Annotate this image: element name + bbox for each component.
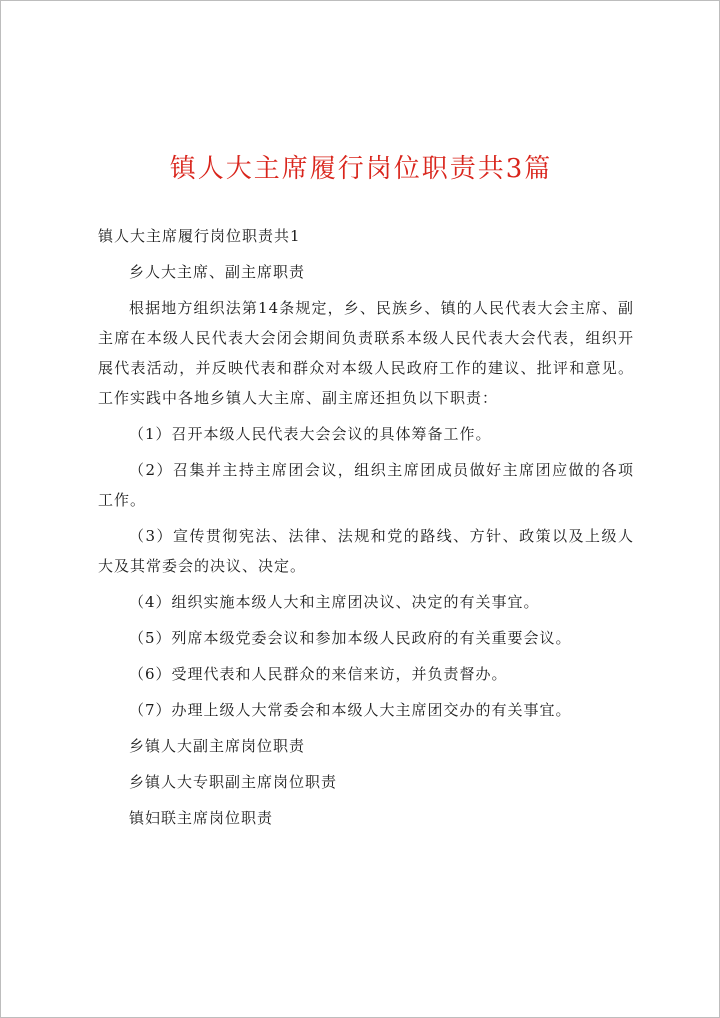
- duty-item-5: （5）列席本级党委会议和参加本级人民政府的有关重要会议。: [129, 629, 572, 647]
- duty-item-2: （2）召集并主持主席团会议，组织主席团成员做好主席团应做的各项工作。: [98, 461, 634, 509]
- related-heading-1: 乡镇人大副主席岗位职责: [129, 737, 306, 755]
- related-heading-2: 乡镇人大专职副主席岗位职责: [129, 773, 338, 791]
- duty-item-7: （7）办理上级人大常委会和本级人大主席团交办的有关事宜。: [129, 701, 572, 719]
- intro-paragraph: 根据地方组织法第14条规定，乡、民族乡、镇的人民代表大会主席、副主席在本级人民代表大会闭会期间负责联系本级人民代表大会代表，组织开展代表活动，并反映代表和群众对本级人民政府工作的建议、批评和意见。工作实践中各地乡镇人大主席、副主席还担负以下职责：: [98, 299, 634, 407]
- duty-item-3: （3）宣传贯彻宪法、法律、法规和党的路线、方针、政策以及上级人大及其常委会的决议、决定。: [98, 527, 634, 575]
- document-body: [98, 221, 634, 839]
- document-subtitle: 镇人大主席履行岗位职责共1: [98, 227, 301, 245]
- section-heading: 乡人大主席、副主席职责: [129, 263, 306, 281]
- related-heading-3: 镇妇联主席岗位职责: [129, 809, 274, 827]
- duty-item-4: （4）组织实施本级人大和主席团决议、决定的有关事宜。: [129, 593, 540, 611]
- document-title: 镇人大主席履行岗位职责共3篇: [169, 154, 553, 184]
- duty-item-1: （1）召开本级人民代表大会会议的具体筹备工作。: [129, 425, 492, 443]
- duty-item-6: （6）受理代表和人民群众的来信来访，并负责督办。: [129, 665, 508, 683]
